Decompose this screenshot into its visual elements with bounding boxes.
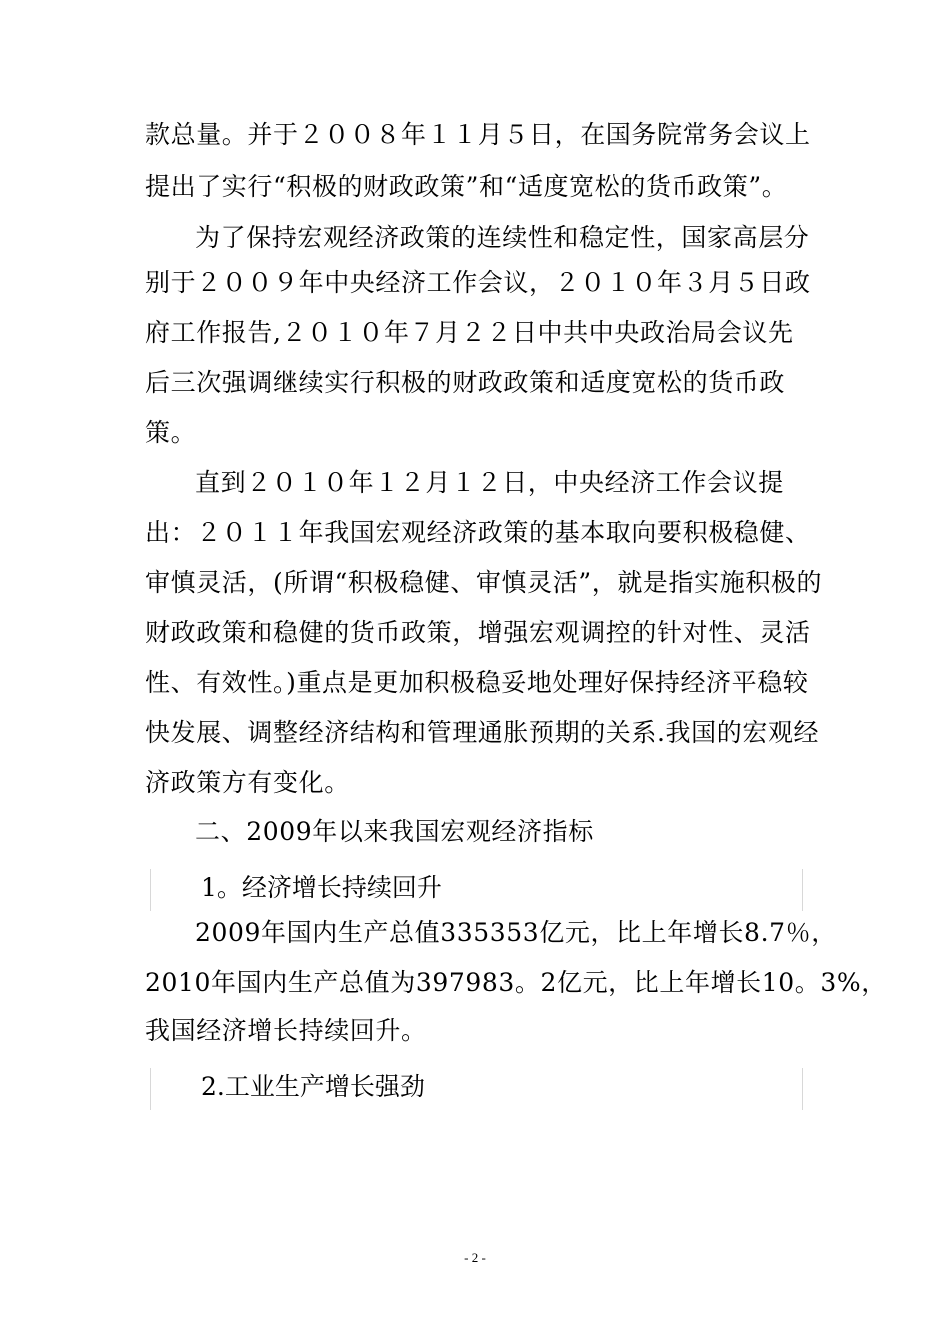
paragraph-line: 性、有效性。)重点是更加积极稳妥地处理好保持经济平稳较	[145, 668, 809, 697]
paragraph-line: 财政政策和稳健的货币政策，增强宏观调控的针对性、灵活	[145, 618, 811, 647]
paragraph-line: 为了保持宏观经济政策的连续性和稳定性，国家高层分	[195, 223, 810, 252]
paragraph-line: 提出了实行“积极的财政政策”和“适度宽松的货币政策”。	[145, 172, 788, 201]
paragraph-line: 2009年国内生产总值335353亿元，比上年增长8.7％，	[195, 918, 837, 947]
subsection-heading: 1。经济增长持续回升	[201, 873, 442, 902]
paragraph-line: 我国经济增长持续回升。	[145, 1016, 427, 1045]
subsection-heading: 2.工业生产增长强劲	[201, 1072, 425, 1101]
subsection-heading-box	[150, 869, 803, 911]
paragraph-line: 直到２０１０年１２月１２日，中央经济工作会议提	[195, 468, 784, 497]
paragraph-line: 审慎灵活，(所谓“积极稳健、审慎灵活”，就是指实施积极的	[145, 568, 823, 597]
paragraph-line: 别于２００９年中央经济工作会议，２０１０年３月５日政	[145, 268, 811, 297]
page-number: - 2 -	[464, 1250, 486, 1265]
paragraph-line: 2010年国内生产总值为397983。2亿元，比上年增长10。3%，	[145, 968, 887, 997]
section-heading: 二、2009年以来我国宏观经济指标	[195, 817, 594, 846]
paragraph-line: 济政策方有变化。	[145, 768, 350, 797]
paragraph-line: 后三次强调继续实行积极的财政政策和适度宽松的货币政	[145, 368, 786, 397]
paragraph-line: 快发展、调整经济结构和管理通胀预期的关系.我国的宏观经	[145, 718, 820, 747]
paragraph-line: 款总量。并于２００８年１１月５日，在国务院常务会议上	[145, 120, 811, 149]
subsection-heading-box	[150, 1068, 803, 1110]
paragraph-line: 策。	[145, 418, 197, 447]
paragraph-line: 府工作报告,２０１０年７月２２日中共中央政治局会议先	[145, 318, 794, 347]
paragraph-line: 出：２０１１年我国宏观经济政策的基本取向要积极稳健、	[145, 518, 811, 547]
